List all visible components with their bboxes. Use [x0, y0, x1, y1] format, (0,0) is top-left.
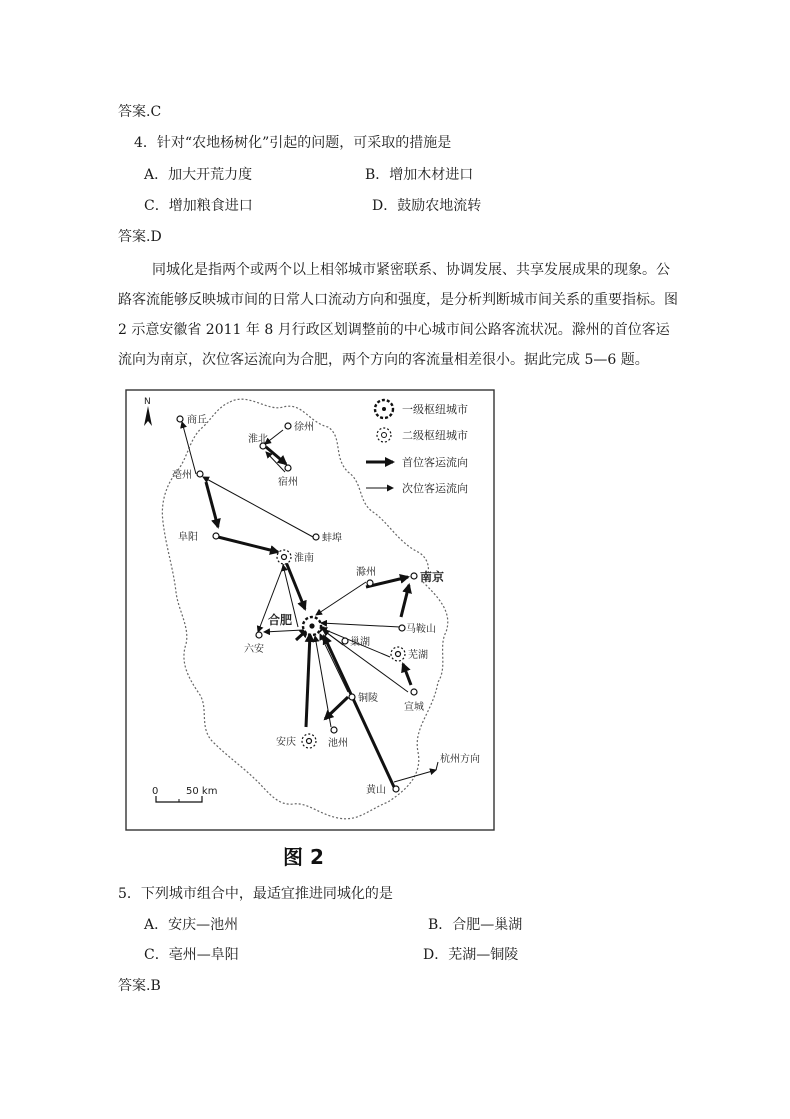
legend-level1: 一级枢纽城市	[402, 403, 468, 416]
passage	[118, 255, 678, 375]
label-nanjing: 南京	[420, 570, 445, 584]
q4-option-c: C．增加粮食进口	[144, 198, 253, 214]
q5-option-a: A．安庆—池州	[144, 917, 239, 933]
label-xuancheng: 宣城	[404, 702, 424, 713]
answer-d: 答案.D	[118, 229, 162, 245]
q4-option-b: B．增加木材进口	[365, 167, 474, 183]
question-4-stem: 4．针对“农地杨树化”引起的问题，可采取的措施是	[134, 135, 452, 151]
anhui-passenger-flow-map	[118, 382, 504, 872]
label-hangzhou-direction: 杭州方向	[440, 754, 480, 765]
label-hefei: 合肥	[268, 613, 293, 627]
q5-option-d: D．芜湖—铜陵	[423, 947, 519, 963]
label-bozhou: 亳州	[172, 470, 192, 481]
legend-primary: 首位客运流向	[402, 456, 468, 469]
question-5-stem: 5．下列城市组合中，最适宜推进同城化的是	[118, 886, 393, 902]
svg-text:50 km: 50 km	[186, 786, 218, 797]
q5-option-c: C．亳州—阜阳	[144, 947, 239, 963]
label-anqing: 安庆	[276, 737, 296, 748]
answer-c: 答案.C	[118, 104, 162, 120]
label-chaohu: 巢湖	[350, 637, 370, 648]
label-fuyang: 阜阳	[178, 532, 198, 543]
legend-level2: 二级枢纽城市	[402, 429, 468, 442]
label-huainan: 淮南	[294, 553, 314, 564]
label-chizhou: 池州	[328, 738, 348, 749]
q4-option-a: A．加大开荒力度	[144, 167, 253, 183]
label-shangqiu: 商丘	[187, 415, 207, 426]
svg-text:0: 0	[152, 786, 159, 797]
q5-option-b: B．合肥—巢湖	[428, 917, 523, 933]
q4-option-d: D．鼓励农地流转	[372, 198, 482, 214]
label-suzhou: 宿州	[278, 477, 298, 488]
label-luan: 六安	[244, 644, 264, 655]
label-huangshan: 黄山	[366, 785, 386, 796]
passage-text: 同城化是指两个或两个以上相邻城市紧密联系、协调发展、共享发展成果的现象。公路客流能够反映城市间的日常人口流动方向和强度，是分析判断城市间关系的重要指标。图 2 示意安徽省 2011 年 8 月行政区划调整前的中心城市间公路客流状况。滁州的首位客运流向为南京，次位客运流向为合肥，两个方向的客流量相差很小。据此完成 5—6 题。	[118, 262, 678, 368]
label-maanshan: 马鞍山	[406, 624, 436, 635]
label-bengbu: 蚌埠	[322, 533, 342, 544]
label-huaibei: 淮北	[248, 434, 268, 445]
label-xuzhou: 徐州	[294, 422, 314, 433]
label-tongling: 铜陵	[358, 693, 378, 704]
answer-b: 答案.B	[118, 978, 161, 994]
label-wuhu: 芜湖	[408, 650, 428, 661]
legend-secondary: 次位客运流向	[402, 482, 468, 495]
label-chuzhou: 滁州	[356, 567, 376, 578]
figure-caption: 图 2	[283, 845, 324, 869]
svg-text:N: N	[144, 397, 151, 407]
